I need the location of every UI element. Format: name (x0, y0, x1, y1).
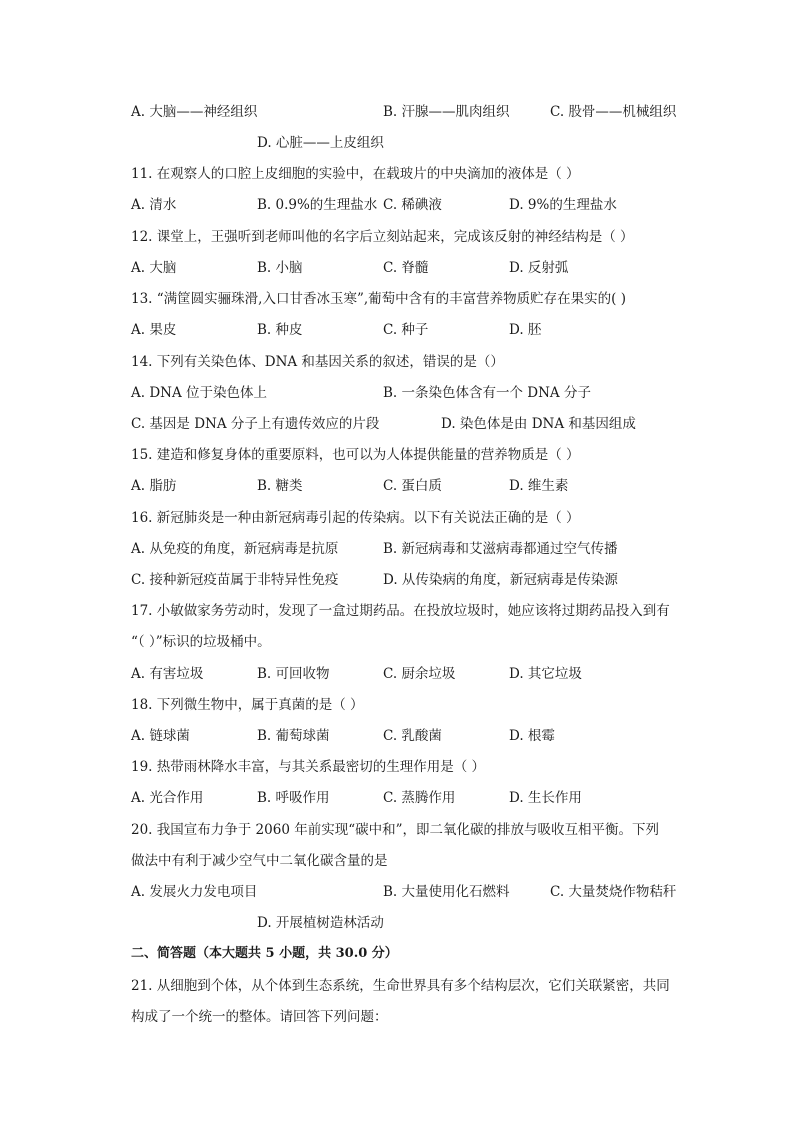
q18-options (0, 725, 794, 747)
q18-stem-text: 18. 下列微生物中，属于真菌的是（ ） (131, 697, 364, 713)
q13-stem-text: 13. “满筐圆实骊珠滑,入口甘香冰玉寒”,葡萄中含有的丰富营养物质贮存在果实的( ) (131, 291, 626, 307)
q18-option-c: C. 乳酸菌 (383, 728, 442, 744)
q16-option-d: D. 从传染病的角度，新冠病毒是传染源 (383, 572, 618, 588)
q13-option-d: D. 胚 (509, 322, 542, 338)
q11-stem-text: 11. 在观察人的口腔上皮细胞的实验中，在载玻片的中央滴加的液体是（ ） (131, 166, 580, 182)
q13-option-a: A. 果皮 (131, 322, 177, 338)
q16-option-a: A. 从免疫的角度，新冠病毒是抗原 (131, 541, 339, 557)
q14-options-row-2 (0, 413, 794, 435)
q10-options-row-2 (0, 132, 794, 154)
q14-option-c: C. 基因是 DNA 分子上有遗传效应的片段 (131, 416, 380, 432)
q19-option-c: C. 蒸腾作用 (383, 790, 456, 806)
q10-option-c: C. 股骨——机械组织 (550, 104, 677, 120)
q19-option-b: B. 呼吸作用 (257, 790, 330, 806)
q16-stem (0, 507, 794, 529)
q16-options-row-2 (0, 569, 794, 591)
q20-stem-text: 20. 我国宣布力争于 2060 年前实现“碳中和”，即二氧化碳的排放与吸收互相平衡。下列 (131, 822, 660, 838)
q12-stem-text: 12. 课堂上，王强听到老师叫他的名字后立刻站起来，完成该反射的神经结构是（ ） (131, 229, 634, 245)
q14-option-d: D. 染色体是由 DNA 和基因组成 (441, 416, 636, 432)
q12-option-c: C. 脊髓 (383, 260, 429, 276)
q15-stem-text: 15. 建造和修复身体的重要原料，也可以为人体提供能量的营养物质是（ ） (131, 447, 580, 463)
q10-option-b: B. 汗腺——肌肉组织 (383, 104, 510, 120)
q15-option-d: D. 维生素 (509, 478, 569, 494)
q14-options-row-1 (0, 382, 794, 404)
q14-stem (0, 351, 794, 373)
q21-stem (0, 975, 794, 997)
q17-option-b: B. 可回收物 (257, 666, 330, 682)
q11-option-c: C. 稀碘液 (383, 197, 442, 213)
q20-stem-text-2: 做法中有利于减少空气中二氧化碳含量的是 (131, 853, 388, 869)
q20-options-row-2 (0, 912, 794, 934)
q15-stem (0, 444, 794, 466)
section-2-heading (0, 943, 794, 965)
q19-option-a: A. 光合作用 (131, 790, 204, 806)
q18-option-d: D. 根霉 (509, 728, 555, 744)
q10-option-d: D. 心脏——上皮组织 (257, 135, 384, 151)
q20-stem-continued (0, 850, 794, 872)
q13-option-b: B. 种皮 (257, 322, 303, 338)
q14-stem-text: 14. 下列有关染色体、DNA 和基因关系的叙述，错误的是（） (131, 354, 504, 370)
q10-options-row-1 (0, 101, 794, 123)
q11-option-a: A. 清水 (131, 197, 177, 213)
q15-option-a: A. 脂肪 (131, 478, 177, 494)
q11-stem (0, 163, 794, 185)
q19-option-d: D. 生长作用 (509, 790, 582, 806)
q20-option-c: C. 大量焚烧作物秸秆 (550, 884, 677, 900)
q13-options (0, 319, 794, 341)
q17-option-d: D. 其它垃圾 (509, 666, 582, 682)
q21-stem-text-2: 构成了一个统一的整体。请回答下列问题： (131, 1009, 388, 1025)
q11-option-d: D. 9%的生理盐水 (509, 197, 617, 213)
q18-option-b: B. 葡萄球菌 (257, 728, 330, 744)
q18-option-a: A. 链球菌 (131, 728, 190, 744)
q17-stem (0, 600, 794, 622)
q15-option-b: B. 糖类 (257, 478, 303, 494)
q12-option-a: A. 大脑 (131, 260, 177, 276)
q19-stem-text: 19. 热带雨林降水丰富，与其关系最密切的生理作用是（ ） (131, 759, 486, 775)
q12-option-d: D. 反射弧 (509, 260, 569, 276)
q12-stem (0, 226, 794, 248)
q17-stem-text-2: “（ ）”标识的垃圾桶中。 (131, 634, 271, 650)
q16-options-row-1 (0, 538, 794, 560)
q15-options (0, 475, 794, 497)
q20-stem (0, 819, 794, 841)
q10-option-a: A. 大脑——神经组织 (131, 104, 258, 120)
q16-option-c: C. 接种新冠疫苗属于非特异性免疫 (131, 572, 339, 588)
q11-option-b: B. 0.9%的生理盐水 (257, 197, 378, 213)
q17-option-c: C. 厨余垃圾 (383, 666, 456, 682)
q17-stem-text: 17. 小敏做家务劳动时，发现了一盒过期药品。在投放垃圾时，她应该将过期药品投入到有 (131, 603, 670, 619)
q16-option-b: B. 新冠病毒和艾滋病毒都通过空气传播 (383, 541, 618, 557)
q15-option-c: C. 蛋白质 (383, 478, 442, 494)
q18-stem (0, 694, 794, 716)
q14-option-a: A. DNA 位于染色体上 (131, 385, 268, 401)
q13-stem (0, 288, 794, 310)
q21-stem-continued (0, 1006, 794, 1028)
q17-stem-continued (0, 631, 794, 653)
q12-options (0, 257, 794, 279)
q20-options-row-1 (0, 881, 794, 903)
q20-option-a: A. 发展火力发电项目 (131, 884, 258, 900)
q19-stem (0, 756, 794, 778)
q20-option-d: D. 开展植树造林活动 (257, 915, 384, 931)
q16-stem-text: 16. 新冠肺炎是一种由新冠病毒引起的传染病。以下有关说法正确的是（ ） (131, 510, 580, 526)
q13-option-c: C. 种子 (383, 322, 429, 338)
q17-options (0, 663, 794, 685)
q14-option-b: B. 一条染色体含有一个 DNA 分子 (383, 385, 591, 401)
q20-option-b: B. 大量使用化石燃料 (383, 884, 510, 900)
q17-option-a: A. 有害垃圾 (131, 666, 204, 682)
q12-option-b: B. 小脑 (257, 260, 303, 276)
section-2-heading-text: 二、简答题（本大题共 5 小题，共 30.0 分） (131, 946, 398, 961)
q11-options (0, 194, 794, 216)
q21-stem-text: 21. 从细胞到个体，从个体到生态系统，生命世界具有多个结构层次，它们关联紧密，共同 (131, 978, 670, 994)
q19-options (0, 787, 794, 809)
